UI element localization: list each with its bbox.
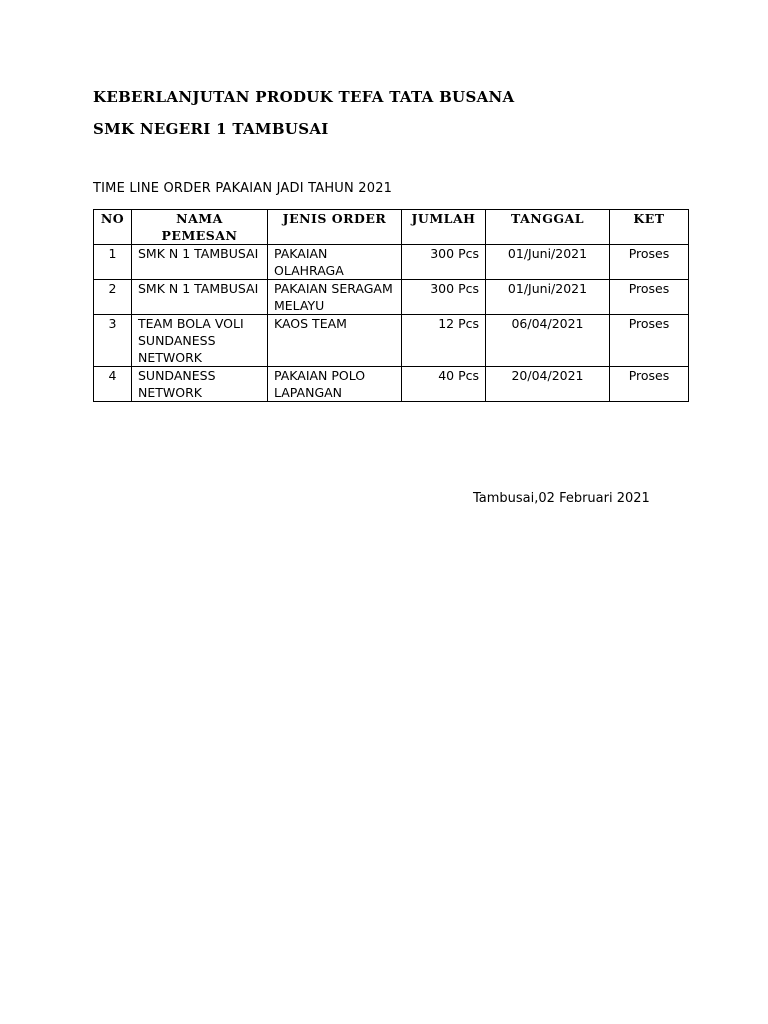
- header-no: NO: [94, 210, 132, 245]
- cell-jumlah: 40 Pcs: [402, 367, 486, 402]
- table-caption: TIME LINE ORDER PAKAIAN JADI TAHUN 2021: [93, 181, 393, 196]
- cell-tanggal: 20/04/2021: [486, 367, 610, 402]
- cell-jenis-order: PAKAIAN SERAGAM MELAYU: [268, 280, 402, 315]
- cell-ket: Proses: [610, 367, 689, 402]
- cell-no: 2: [94, 280, 132, 315]
- cell-no: 1: [94, 245, 132, 280]
- cell-no: 4: [94, 367, 132, 402]
- table-row: [94, 315, 689, 367]
- cell-tanggal: 01/Juni/2021: [486, 280, 610, 315]
- cell-jumlah: 300 Pcs: [402, 280, 486, 315]
- order-timeline-table: [93, 209, 689, 402]
- table-header-row: [94, 210, 689, 245]
- header-jenis-order: JENIS ORDER: [268, 210, 402, 245]
- cell-no: 3: [94, 315, 132, 367]
- cell-ket: Proses: [610, 280, 689, 315]
- cell-tanggal: 01/Juni/2021: [486, 245, 610, 280]
- cell-nama-pemesan: SMK N 1 TAMBUSAI: [132, 245, 268, 280]
- table-row: [94, 245, 689, 280]
- header-nama-pemesan: NAMA PEMESAN: [132, 210, 268, 245]
- cell-jumlah: 12 Pcs: [402, 315, 486, 367]
- cell-nama-pemesan: SMK N 1 TAMBUSAI: [132, 280, 268, 315]
- cell-jenis-order: PAKAIAN OLAHRAGA: [268, 245, 402, 280]
- table-row: [94, 367, 689, 402]
- cell-ket: Proses: [610, 315, 689, 367]
- cell-jenis-order: KAOS TEAM: [268, 315, 402, 367]
- cell-tanggal: 06/04/2021: [486, 315, 610, 367]
- signature-place-date: Tambusai,02 Februari 2021: [473, 491, 650, 506]
- header-tanggal: TANGGAL: [486, 210, 610, 245]
- cell-jumlah: 300 Pcs: [402, 245, 486, 280]
- cell-ket: Proses: [610, 245, 689, 280]
- cell-jenis-order: PAKAIAN POLO LAPANGAN: [268, 367, 402, 402]
- table-row: [94, 280, 689, 315]
- school-name: SMK NEGERI 1 TAMBUSAI: [93, 120, 329, 138]
- cell-nama-pemesan: SUNDANESS NETWORK: [132, 367, 268, 402]
- header-jumlah: JUMLAH: [402, 210, 486, 245]
- document-title: KEBERLANJUTAN PRODUK TEFA TATA BUSANA: [93, 88, 515, 106]
- cell-nama-pemesan: TEAM BOLA VOLI SUNDANESS NETWORK: [132, 315, 268, 367]
- header-ket: KET: [610, 210, 689, 245]
